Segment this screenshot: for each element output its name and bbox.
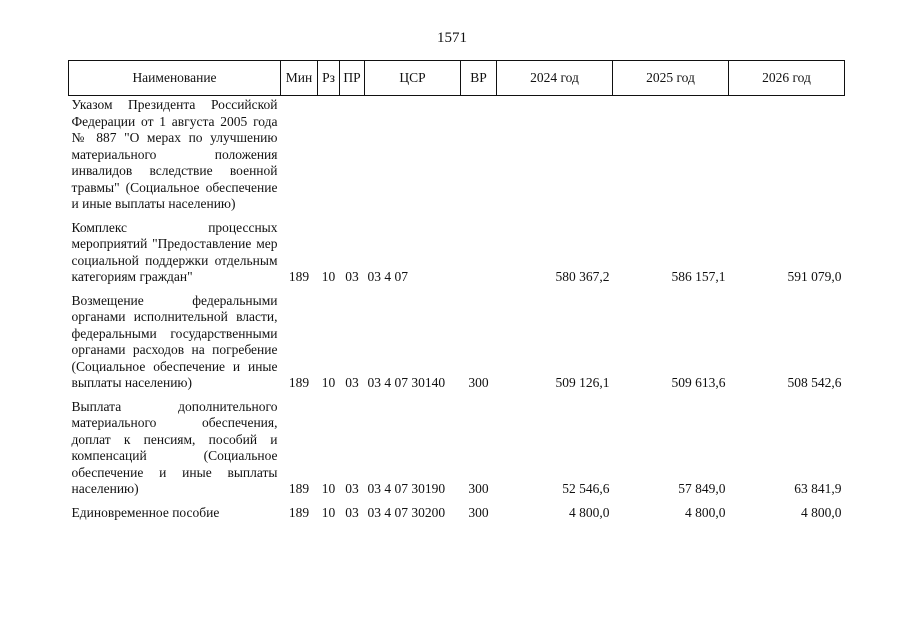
header-vr: ВР <box>461 61 497 96</box>
row-2025: 586 157,1 <box>671 269 726 284</box>
table-row <box>69 504 845 528</box>
row-2026: 591 079,0 <box>787 269 842 284</box>
row-2024 <box>497 96 613 219</box>
row-pr: 03 <box>345 269 359 284</box>
row-csr: 03 4 07 <box>367 269 408 284</box>
row-name: Указом Президента Российской Федерации от 1 августа 2005 года № 887 "О мерах по улучшению материального положения инвалидов вследствие военной травмы" (Социальное обеспечение и иные выплаты населению) <box>71 97 278 211</box>
budget-table <box>68 60 845 527</box>
row-vr <box>461 219 497 292</box>
row-rz: 10 <box>321 375 336 390</box>
table-row <box>69 292 845 398</box>
row-name: Единовременное пособие <box>71 504 220 520</box>
row-min <box>281 96 318 219</box>
header-2024: 2024 год <box>497 61 613 96</box>
row-pr: 03 <box>345 481 359 496</box>
row-2026: 63 841,9 <box>794 481 842 496</box>
row-rz: 10 <box>321 481 336 496</box>
row-min: 189 <box>288 481 310 496</box>
header-rz: Рз <box>318 61 340 96</box>
header-name: Наименование <box>69 61 281 96</box>
row-rz: 10 <box>321 269 336 284</box>
header-2026: 2026 год <box>729 61 845 96</box>
row-vr: 300 <box>468 481 489 496</box>
row-name: Возмещение федеральными органами исполнительной власти, федеральными государственными органами расходов на погребение (Социальное обеспечение и иные выплаты населению) <box>71 292 278 390</box>
row-2025: 4 800,0 <box>685 504 726 520</box>
row-min: 189 <box>288 504 310 520</box>
header-min: Мин <box>281 61 318 96</box>
row-name: Комплекс процессных мероприятий "Предоставление мер социальной поддержки отдельным категориям граждан" <box>71 219 278 284</box>
row-csr: 03 4 07 30140 <box>367 375 446 390</box>
table-header-row <box>69 61 845 96</box>
row-pr: 03 <box>345 375 359 390</box>
header-csr: ЦСР <box>365 61 461 96</box>
row-min: 189 <box>288 375 310 390</box>
row-vr <box>461 96 497 219</box>
row-min: 189 <box>288 269 310 284</box>
row-2025: 509 613,6 <box>671 375 726 390</box>
row-csr <box>365 96 461 219</box>
page-number: 1571 <box>437 30 467 46</box>
row-pr <box>340 96 365 219</box>
row-rz <box>318 96 340 219</box>
table-row <box>69 219 845 292</box>
header-pr: ПР <box>340 61 365 96</box>
row-csr: 03 4 07 30200 <box>367 504 446 520</box>
header-2025: 2025 год <box>613 61 729 96</box>
row-name: Выплата дополнительного материального обеспечения, доплат к пенсиям, пособий и компенсаций (Социальное обеспечение и иные выплаты населению) <box>71 398 278 496</box>
row-rz: 10 <box>321 504 336 520</box>
row-2024: 4 800,0 <box>569 504 610 520</box>
row-2026: 4 800,0 <box>801 504 842 520</box>
row-2024: 509 126,1 <box>555 375 610 390</box>
row-pr: 03 <box>345 504 359 520</box>
row-csr: 03 4 07 30190 <box>367 481 446 496</box>
row-2025: 57 849,0 <box>678 481 726 496</box>
row-2026: 508 542,6 <box>787 375 842 390</box>
table-row <box>69 398 845 504</box>
row-vr: 300 <box>468 504 489 520</box>
row-2026 <box>729 96 845 219</box>
row-2025 <box>613 96 729 219</box>
row-2024: 52 546,6 <box>562 481 610 496</box>
row-2024: 580 367,2 <box>555 269 610 284</box>
table-row <box>69 96 845 219</box>
row-vr: 300 <box>468 375 489 390</box>
